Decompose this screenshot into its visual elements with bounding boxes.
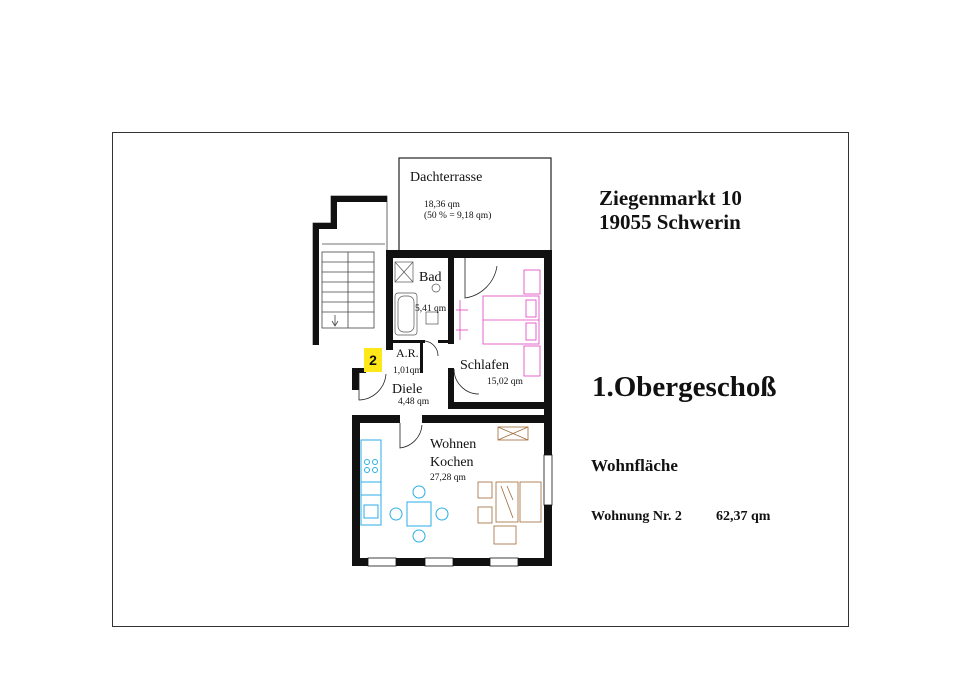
- address-street: Ziegenmarkt 10: [599, 186, 742, 210]
- floor-label: 1.Obergeschoß: [592, 371, 777, 403]
- kitchen-name: Kochen: [430, 455, 474, 470]
- living-furniture: [478, 427, 541, 544]
- bath-area: 5,41 qm: [415, 304, 447, 314]
- apartment-area: 62,37 qm: [716, 509, 771, 524]
- apartment-label: Wohnung Nr. 2: [591, 509, 682, 524]
- living-name: Wohnen: [430, 437, 477, 452]
- windows: [368, 455, 552, 566]
- terrace-area: 18,36 qm: [424, 200, 460, 210]
- staircase: [313, 196, 387, 345]
- walls: [352, 250, 552, 566]
- living-area: 27,28 qm: [430, 473, 466, 483]
- terrace-name: Dachterrasse: [410, 170, 483, 185]
- staircase-walls: [313, 196, 387, 345]
- bath-name: Bad: [419, 270, 442, 285]
- bedroom-name: Schlafen: [460, 358, 509, 373]
- bedroom-area: 15,02 qm: [487, 377, 523, 387]
- unit-marker: 2: [364, 348, 382, 372]
- hall-name: Diele: [392, 382, 423, 397]
- hall-area: 4,48 qm: [398, 397, 430, 407]
- terrace-area-note: (50 % = 9,18 qm): [424, 211, 492, 221]
- storage-area: 1,01qm: [393, 366, 422, 376]
- area-heading: Wohnfläche: [591, 456, 678, 475]
- address-city: 19055 Schwerin: [599, 210, 741, 234]
- storage-name: A.R.: [396, 346, 419, 360]
